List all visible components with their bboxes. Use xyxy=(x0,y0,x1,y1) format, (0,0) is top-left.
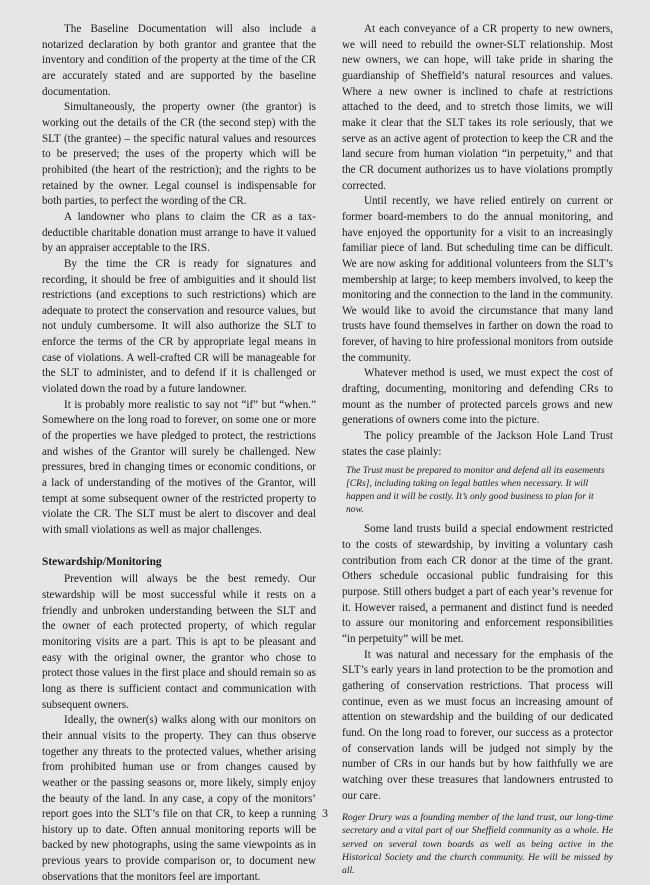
paragraph: The policy preamble of the Jackson Hole Land Trust states the case plainly: xyxy=(342,430,613,458)
paragraph: Some land trusts build a special endowment restricted to the costs of stewardship, by inviting a voluntary cash contribution from each CR donor at the time of the grant. Others schedule occasional public fundraising for this purpose. Still others budget a part of each year’s revenue for it. However raised, a permanent and distinct fund is needed to assure our monitoring and enforcement responsibilities “in perpetuity” will be met. xyxy=(342,523,613,645)
paragraph: The Baseline Documentation will also include a notarized declaration by both grantor and grantee that the inventory and condition of the property at the time of the CR are accurately stated and are supported by the baseline documentation. xyxy=(42,23,316,98)
paragraph: Ideally, the owner(s) walks along with our monitors on their annual visits to the property. They can thus observe together any threats to the protected values, whether arising from prohibited human use or from changes caused by weather or the passing seasons or, more likely, simply enjoy the beauty of the land. In any case, a copy of the monitors’ report goes into the SLT’s file on that CR, to keep a running history up to date. Often annual monitoring reports will be backed by new photographs, using the same viewpoints as in previous years to provide comparison or, to document new observations that the monitors feel are important. xyxy=(42,714,316,883)
page-number: 3 xyxy=(322,806,328,820)
author-bio: Roger Drury was a founding member of the land trust, our long-time secretary and a vital part of our Sheffield community as a whole. He served on several town boards as well as being active in the Historical Society and the church community. He will be missed by all. xyxy=(342,812,613,876)
paragraph: Until recently, we have relied entirely on current or former board-members to do the annual monitoring, and have enjoyed the opportunity for a visit to an increasingly familiar piece of land. But scheduling time can be difficult. We are now asking for additional volunteers from the SLT’s membership at large; to keep members involved, to keep the monitoring and the connection to the land in the community. We would like to avoid the circumstance that many land trusts have found themselves in farther on down the road to forever, of having to hire professional monitors from outside the community. xyxy=(342,195,613,364)
paragraph: Prevention will always be the best remedy. Our stewardship will be most successful while it rests on a friendly and unbroken understanding between the SLT and the owner of each protected property, of which regular monitoring visits are a part. This is apt to be pleasant and easy with the original owner, the grantor who chose to protect those values in the first place and should remain so as long as there is sufficient contact and communication with subsequent owners. xyxy=(42,573,316,711)
block-quote: The Trust must be prepared to monitor and defend all its easements [CRs], including taking on legal battles when necessary. It will happen and it will be costly. It’s only good business to plan for it now. xyxy=(346,465,605,516)
paragraph: By the time the CR is ready for signatures and recording, it should be free of ambiguities and it should list restrictions (and exceptions to such restrictions) which are adequate to protect the conservation and resource values, but not unduly cumbersome. It will also authorize the SLT to enforce the terms of the CR by appropriate legal means in case of violations. A well-crafted CR will be manageable for the SLT to administer, and to defend if it is challenged or violated down the road by a future landowner. xyxy=(42,257,316,396)
paragraph: Simultaneously, the property owner (the grantor) is working out the details of the CR (the second step) with the SLT (the grantee) – the specific natural values and resources to be preserved; the uses of the property which will be prohibited (the heart of the restriction); and the rights to be retained by the owner. Legal counsel is indispensable for both parties, to perfect the wording of the CR. xyxy=(42,101,316,208)
paragraph: Whatever method is used, we must expect the cost of drafting, documenting, monitoring and defending CRs to mount as the number of protected parcels grows and new generations of owners come into the picture. xyxy=(342,367,613,427)
right-column xyxy=(342,22,613,877)
paragraph: At each conveyance of a CR property to new owners, we will need to rebuild the owner-SLT relationship. Most new owners, we can hope, will take pride in sharing the guardianship of Sheffield’s natural resources and values. Where a new owner is inclined to chafe at restrictions attached to the deed, and to stretch those limits, we will make it clear that the SLT takes its role seriously, that we serve as an active agent of protection to keep the CR and the land secure from human violation “in perpetuity,” and that the CR document authorizes us to have violations promptly corrected. xyxy=(342,23,613,192)
left-column xyxy=(42,22,316,885)
section-heading: Stewardship/Monitoring xyxy=(42,555,162,568)
paragraph: A landowner who plans to claim the CR as a tax-deductible charitable donation must arrange to have it valued by an appraiser acceptable to the IRS. xyxy=(42,210,316,255)
paragraph: It was natural and necessary for the emphasis of the SLT’s early years in land protection to be the promotion and gathering of conservation restrictions. That process will continue, even as we must focus an increasing amount of attention on stewardship and the building of our dedicated fund. On the long road to forever, our success as a protector of conservation lands will be judged not simply by the number of CRs in our hands but by how faithfully we are watching over these treasures that landowners entrusted to our care. xyxy=(342,648,613,802)
paragraph: It is probably more realistic to say not “if” but “when.” Somewhere on the long road to forever, on some one or more of the properties we have pledged to protect, the restrictions and wishes of the Grantor will surely be challenged. New pressures, bred in changing times or economic conditions, or a lack of understanding of the motives of the Grantor, will tempt at some subsequent owner of the restricted property to violate the CR. The SLT must be alert to discover and deal with small violations as well as major challenges. xyxy=(42,398,316,536)
